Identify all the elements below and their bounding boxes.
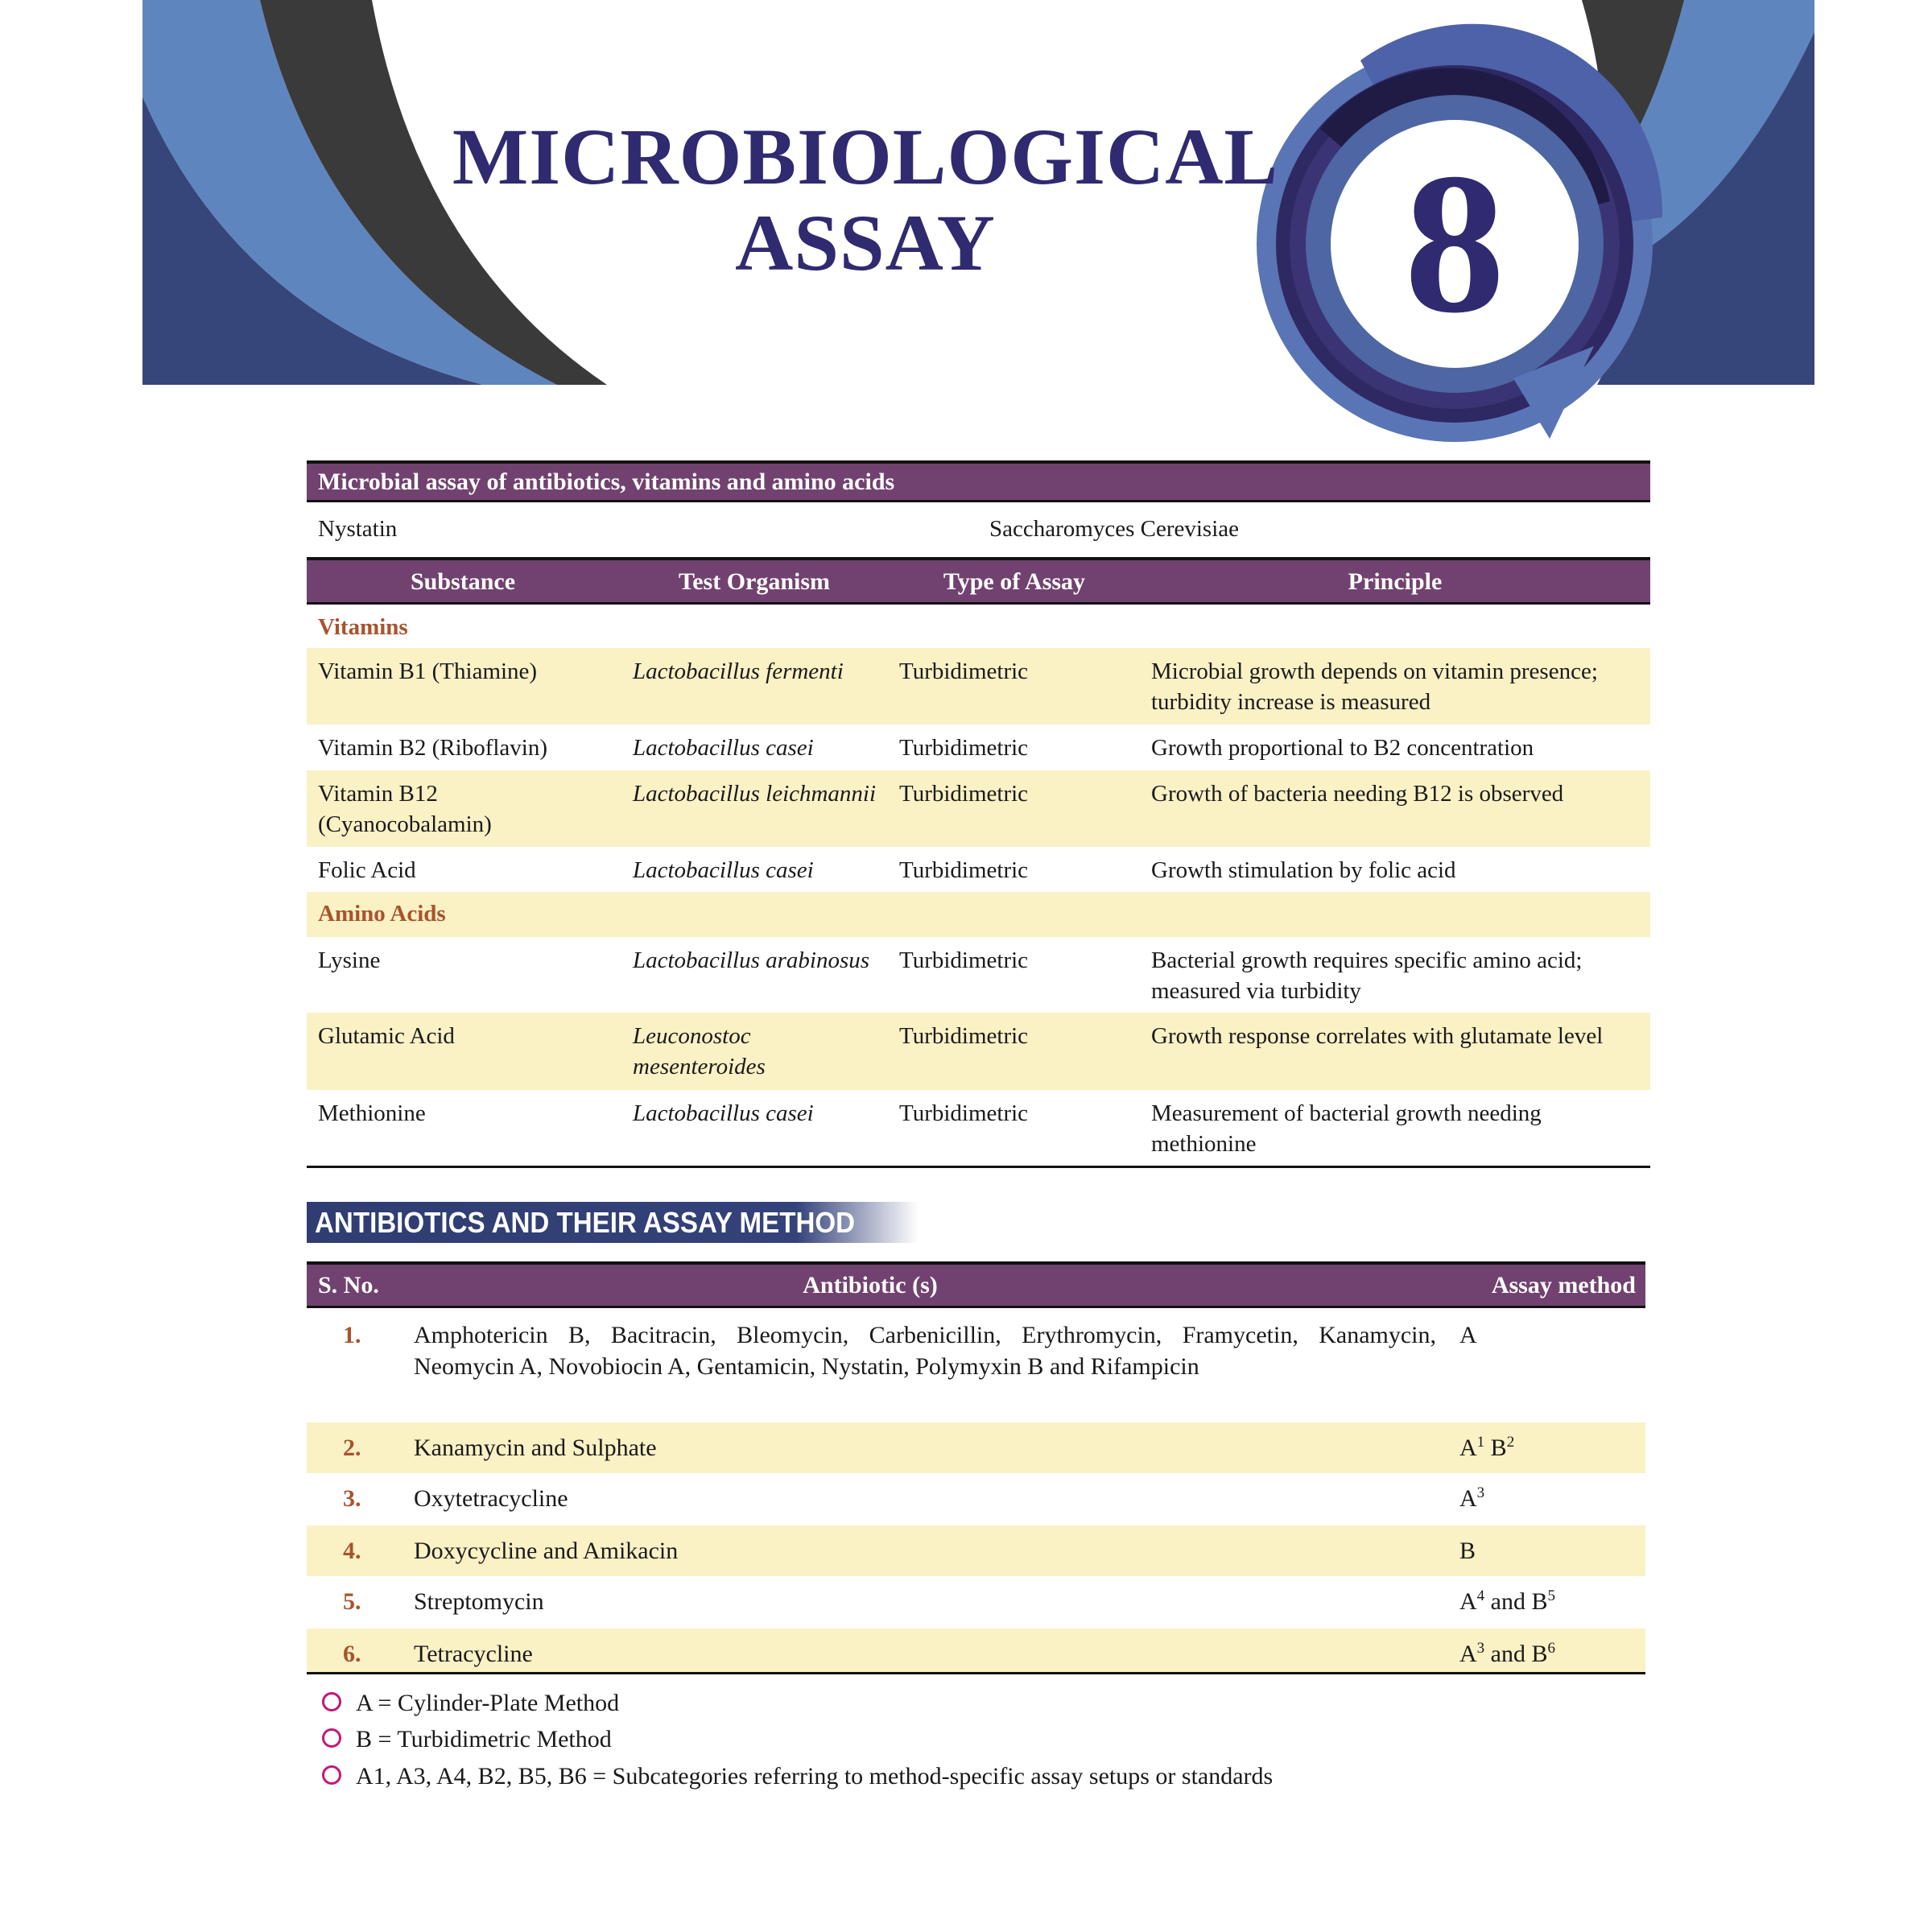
pre-row-substance: Nystatin: [318, 516, 398, 542]
table-row: [307, 1525, 1645, 1576]
table1-pre-row: [307, 506, 1650, 555]
serial-number: 2.: [343, 1435, 361, 1461]
assay-method-cell: [1459, 1483, 1484, 1514]
group-label: Vitamins: [318, 614, 408, 640]
assay-type-cell: Turbidimetric: [899, 658, 1029, 684]
bullet-circle-icon: [322, 1765, 341, 1785]
header-assay-method: Assay method: [1491, 1272, 1636, 1298]
section-heading-bar: [307, 1202, 919, 1243]
legend-item: [322, 1724, 612, 1756]
table2-bottom-rule: [307, 1672, 1645, 1674]
substance-cell: Vitamin B2 (Riboflavin): [318, 735, 548, 761]
assay-type-cell: Turbidimetric: [899, 735, 1029, 761]
assay-method-cell: [1459, 1638, 1555, 1670]
assay-code: A: [1459, 1588, 1477, 1615]
substance-cell: Vitamin B12 (Cyanocobalamin): [318, 781, 492, 837]
principle-cell: Measurement of bacterial growth needing methionine: [1151, 1100, 1542, 1157]
group-row: [307, 892, 1650, 937]
group-label: Amino Acids: [318, 901, 446, 927]
table-row: [307, 648, 1650, 724]
table-row: [307, 770, 1650, 847]
legend-item: [322, 1761, 1273, 1793]
organism-cell: Lactobacillus leichmannii: [633, 781, 877, 807]
legend-text: A = Cylinder-Plate Method: [356, 1690, 620, 1716]
assay-type-cell: Turbidimetric: [899, 1100, 1029, 1126]
table-row: [307, 1576, 1645, 1629]
bullet-circle-icon: [322, 1728, 341, 1748]
table-row: [307, 1473, 1645, 1525]
assay-type-cell: Turbidimetric: [899, 1023, 1029, 1049]
table-row: [307, 1013, 1650, 1090]
assay-code: B: [1459, 1538, 1476, 1564]
section-heading: ANTIBIOTICS AND THEIR ASSAY METHOD: [315, 1206, 856, 1239]
organism-cell: Leuconostoc mesenteroides: [633, 1023, 766, 1080]
assay-method-cell: [1459, 1319, 1477, 1351]
principle-cell: Growth response correlates with glutamate level: [1151, 1023, 1604, 1049]
organism-cell: Lactobacillus fermenti: [633, 658, 844, 684]
serial-number: 1.: [343, 1322, 361, 1348]
assay-type-cell: Turbidimetric: [899, 781, 1029, 807]
assay-code: and B: [1484, 1641, 1548, 1667]
serial-number: 5.: [343, 1588, 361, 1615]
serial-number: 6.: [343, 1641, 361, 1667]
serial-number: 3.: [343, 1485, 361, 1512]
assay-superscript: 4: [1476, 1587, 1485, 1604]
principle-cell: Growth proportional to B2 concentration: [1151, 735, 1534, 761]
table-row: [307, 937, 1650, 1013]
serial-number: 4.: [343, 1538, 361, 1564]
assay-superscript: 2: [1506, 1434, 1515, 1451]
assay-code: A: [1459, 1322, 1477, 1348]
table-row: [307, 847, 1650, 892]
table1-bottom-rule: [307, 1166, 1650, 1168]
chapter-title-line1: MICROBIOLOGICAL: [452, 112, 1279, 201]
assay-method-cell: [1459, 1535, 1476, 1567]
assay-superscript: 1: [1476, 1434, 1485, 1451]
table-row: [307, 724, 1650, 770]
assay-type-cell: Turbidimetric: [899, 947, 1029, 973]
table-row: [307, 1629, 1645, 1672]
assay-superscript: 3: [1476, 1640, 1485, 1657]
table1-title: Microbial assay of antibiotics, vitamins and amino acids: [318, 469, 895, 495]
legend-text: B = Turbidimetric Method: [356, 1726, 612, 1752]
substance-cell: Lysine: [318, 947, 381, 973]
table-row: [307, 1090, 1650, 1166]
principle-cell: Growth of bacteria needing B12 is observed: [1151, 781, 1564, 807]
organism-cell: Lactobacillus casei: [633, 857, 814, 883]
header-principle: Principle: [1348, 568, 1443, 595]
table1-title-bar: [307, 460, 1650, 502]
legend-item: [322, 1687, 619, 1719]
organism-cell: Lactobacillus casei: [633, 735, 814, 761]
antibiotic-cell: Doxycycline and Amikacin: [414, 1538, 679, 1564]
assay-code: A: [1459, 1485, 1477, 1512]
antibiotic-cell: Tetracycline: [414, 1641, 533, 1667]
table1-header-bar: [307, 557, 1650, 605]
assay-code: B: [1484, 1435, 1507, 1461]
header-type-of-assay: Type of Assay: [943, 568, 1086, 595]
principle-cell: Growth stimulation by folic acid: [1151, 857, 1456, 883]
table-row: [307, 1422, 1645, 1473]
organism-cell: Lactobacillus arabinosus: [633, 947, 870, 973]
table-row: [307, 1308, 1645, 1423]
substance-cell: Vitamin B1 (Thiamine): [318, 658, 538, 684]
assay-method-cell: [1459, 1432, 1514, 1463]
antibiotic-cell: Streptomycin: [414, 1588, 544, 1615]
group-row: [307, 605, 1650, 649]
assay-type-cell: Turbidimetric: [899, 857, 1029, 883]
organism-cell: Lactobacillus casei: [633, 1100, 814, 1126]
assay-superscript: 3: [1476, 1484, 1485, 1501]
table2-header-bar: [307, 1261, 1645, 1308]
header-sno: S. No.: [318, 1272, 379, 1298]
header-antibiotics: Antibiotic (s): [803, 1272, 938, 1298]
assay-method-cell: [1459, 1586, 1555, 1617]
header-substance: Substance: [410, 568, 516, 595]
antibiotic-cell: Oxytetracycline: [414, 1485, 568, 1512]
header-test-organism: Test Organism: [678, 568, 831, 595]
assay-code: A: [1459, 1435, 1477, 1461]
substance-cell: Methionine: [318, 1100, 426, 1126]
assay-superscript: 6: [1547, 1640, 1555, 1657]
chapter-number: 8: [1404, 132, 1505, 355]
assay-code: A: [1459, 1641, 1477, 1667]
bullet-circle-icon: [322, 1692, 341, 1711]
principle-cell: Bacterial growth requires specific amino acid; measured via turbidity: [1151, 947, 1583, 1004]
substance-cell: Glutamic Acid: [318, 1023, 455, 1049]
assay-superscript: 5: [1547, 1587, 1555, 1604]
pre-row-organism: Saccharomyces Cerevisiae: [989, 516, 1239, 542]
legend-text: A1, A3, A4, B2, B5, B6 = Subcategories referring to method-specific assay setups or standards: [356, 1763, 1274, 1790]
antibiotic-cell: Kanamycin and Sulphate: [414, 1435, 657, 1461]
substance-cell: Folic Acid: [318, 857, 416, 883]
antibiotic-cell: Amphotericin B, Bacitracin, Bleomycin, Carbenicillin, Erythromycin, Framycetin, Kanamycin, Neomycin A, Novobiocin A, Gentamicin, Nystatin, Polymyxin B and Rifampicin: [414, 1322, 1436, 1380]
principle-cell: Microbial growth depends on vitamin presence; turbidity increase is measured: [1151, 658, 1598, 715]
assay-code: and B: [1484, 1588, 1548, 1615]
chapter-title-line2: ASSAY: [735, 198, 996, 287]
